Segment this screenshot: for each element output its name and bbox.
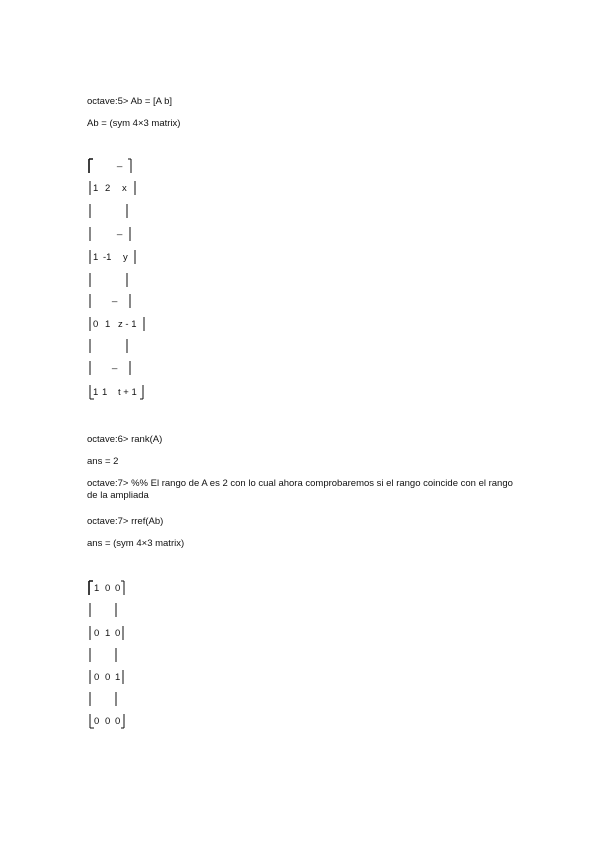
overbar-mark: _ bbox=[117, 157, 123, 168]
right-bar-icon bbox=[142, 316, 148, 332]
matrix-ab-spacer bbox=[88, 203, 105, 223]
right-bracket-top-icon bbox=[121, 580, 127, 596]
matrix-ab-overbar-row bbox=[88, 225, 123, 246]
right-bracket-bottom-icon bbox=[121, 713, 127, 729]
matrix-cell: x bbox=[122, 183, 127, 194]
matrix-cell: z - 1 bbox=[118, 319, 137, 330]
matrix-ab-overbar-row bbox=[88, 292, 118, 313]
matrix-cell: 0 bbox=[115, 716, 121, 727]
matrix-ab-bottom bbox=[88, 384, 137, 404]
matrix-ab-overbar-row bbox=[88, 359, 118, 380]
matrix-ab-row bbox=[88, 180, 127, 200]
matrix-cell: 1 bbox=[93, 183, 99, 194]
octave-output-rref: ans = (sym 4×3 matrix) bbox=[87, 538, 185, 549]
right-bar-icon bbox=[121, 625, 127, 641]
right-bar-icon bbox=[128, 226, 134, 242]
overbar-mark: _ bbox=[117, 225, 123, 236]
octave-output-rank: ans = 2 bbox=[87, 456, 119, 467]
right-bracket-top-icon bbox=[128, 158, 134, 174]
matrix-cell: 1 bbox=[93, 252, 99, 263]
matrix-cell: 1 bbox=[102, 387, 108, 398]
matrix-cell: 0 bbox=[115, 628, 121, 639]
matrix-ab-top bbox=[88, 157, 123, 178]
right-bar-icon bbox=[128, 360, 134, 376]
matrix-cell: 0 bbox=[105, 672, 111, 683]
matrix-rref-row bbox=[88, 625, 121, 645]
matrix-cell: 0 bbox=[105, 716, 111, 727]
matrix-cell: 0 bbox=[105, 583, 111, 594]
octave-command-6: octave:6> rank(A) bbox=[87, 434, 163, 445]
matrix-cell: 1 bbox=[105, 628, 111, 639]
matrix-cell: 1 bbox=[94, 583, 100, 594]
left-bar-icon bbox=[88, 293, 94, 309]
matrix-cell: 1 bbox=[115, 672, 121, 683]
matrix-cell: 2 bbox=[105, 183, 111, 194]
matrix-cell: 1 bbox=[93, 387, 99, 398]
octave-command-7: octave:7> rref(Ab) bbox=[87, 516, 164, 527]
octave-command-5: octave:5> Ab = [A b] bbox=[87, 96, 173, 107]
matrix-ab-row bbox=[88, 316, 137, 336]
matrix-cell: 0 bbox=[115, 583, 121, 594]
matrix-cell: 0 bbox=[94, 716, 100, 727]
matrix-cell: 0 bbox=[94, 672, 100, 683]
matrix-rref-spacer bbox=[88, 647, 105, 667]
matrix-rref-spacer bbox=[88, 602, 105, 622]
left-bar-icon bbox=[88, 272, 94, 288]
right-bar-icon bbox=[125, 338, 131, 354]
right-bar-icon bbox=[114, 691, 120, 707]
octave-output-ab: Ab = (sym 4×3 matrix) bbox=[87, 118, 181, 129]
matrix-cell: t + 1 bbox=[118, 387, 137, 398]
left-bar-icon bbox=[88, 226, 94, 242]
right-bar-icon bbox=[133, 249, 139, 265]
matrix-ab-row bbox=[88, 249, 128, 269]
matrix-rref-row bbox=[88, 669, 121, 689]
matrix-cell: -1 bbox=[103, 252, 112, 263]
matrix-cell: 1 bbox=[105, 319, 111, 330]
matrix-cell: y bbox=[123, 252, 128, 263]
overbar-mark: _ bbox=[112, 292, 118, 303]
left-bar-icon bbox=[88, 203, 94, 219]
overbar-mark: _ bbox=[112, 359, 118, 370]
left-bar-icon bbox=[88, 647, 94, 663]
right-bar-icon bbox=[114, 647, 120, 663]
right-bar-icon bbox=[128, 293, 134, 309]
matrix-cell: 0 bbox=[94, 628, 100, 639]
matrix-ab-spacer bbox=[88, 272, 105, 292]
right-bar-icon bbox=[125, 203, 131, 219]
matrix-rref-top bbox=[88, 580, 121, 600]
left-bar-icon bbox=[88, 691, 94, 707]
matrix-rref-bottom bbox=[88, 713, 121, 733]
octave-comment-7: octave:7> %% El rango de A es 2 con lo cual ahora comprobaremos si el rango coincide con el rango de la ampliada bbox=[87, 478, 513, 501]
left-bar-icon bbox=[88, 602, 94, 618]
right-bar-icon bbox=[121, 669, 127, 685]
matrix-cell: 0 bbox=[93, 319, 99, 330]
left-bracket-top-icon bbox=[88, 158, 94, 174]
matrix-rref-spacer bbox=[88, 691, 105, 711]
right-bar-icon bbox=[133, 180, 139, 196]
matrix-ab-spacer bbox=[88, 338, 105, 358]
right-bar-icon bbox=[114, 602, 120, 618]
left-bar-icon bbox=[88, 338, 94, 354]
right-bar-icon bbox=[125, 272, 131, 288]
right-bracket-bottom-icon bbox=[140, 384, 146, 400]
left-bar-icon bbox=[88, 360, 94, 376]
